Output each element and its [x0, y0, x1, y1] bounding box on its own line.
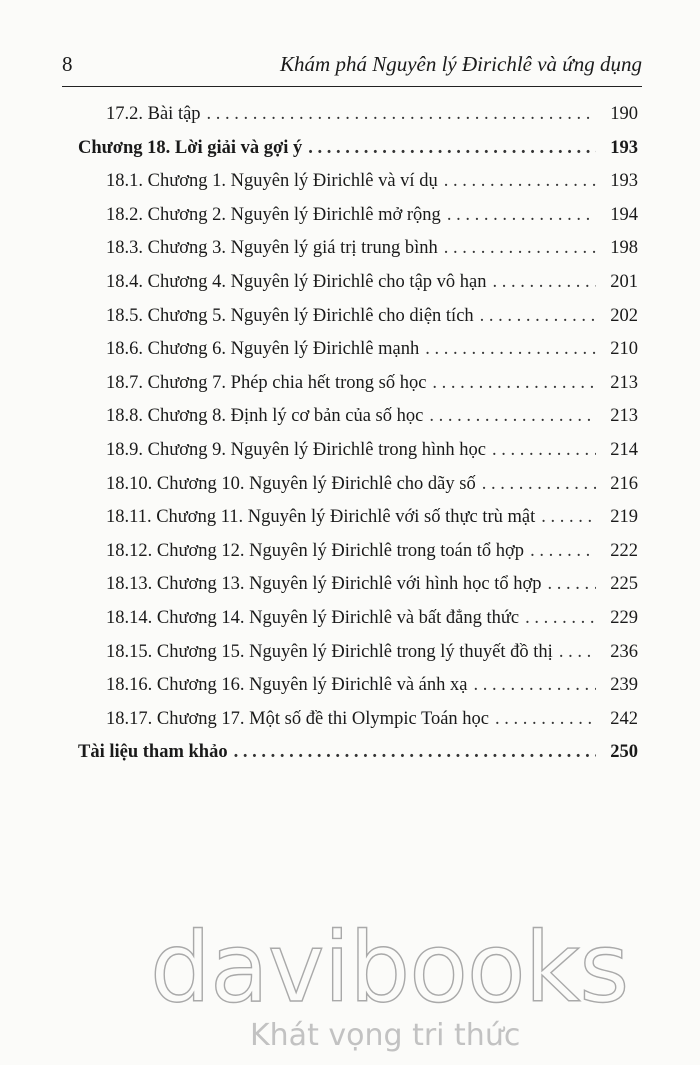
- toc-entry-label: 18.11. Chương 11. Nguyên lý Đirichlê với số thực trù mật: [106, 507, 536, 528]
- toc-entry-page: 214: [610, 439, 638, 460]
- dot-leader: [425, 333, 596, 367]
- toc-entry-page: 202: [610, 305, 638, 326]
- dot-leader: [429, 400, 596, 434]
- toc-entry-page: 193: [610, 137, 638, 158]
- toc-entry-label: 18.14. Chương 14. Nguyên lý Đirichlê và bất đẳng thức: [106, 607, 520, 628]
- dot-leader: [482, 468, 596, 502]
- dot-leader: [447, 199, 596, 233]
- toc-entry-label: 18.12. Chương 12. Nguyên lý Đirichlê trong toán tổ hợp: [106, 540, 525, 561]
- toc-entry-label: 18.4. Chương 4. Nguyên lý Đirichlê cho tập vô hạn: [106, 271, 487, 292]
- running-title: Khám phá Nguyên lý Đirichlê và ứng dụng: [280, 52, 642, 76]
- toc-entry-page: 242: [610, 708, 638, 729]
- toc-entry-page: 239: [610, 675, 638, 696]
- toc-entry-label: 17.2. Bài tập: [106, 104, 201, 124]
- toc-section-entry: [78, 669, 638, 703]
- toc-section-entry: [78, 333, 638, 367]
- toc-entry-label: Tài liệu tham khảo: [78, 742, 228, 763]
- toc-entry-page: 225: [610, 574, 638, 595]
- toc-entry-label: 18.13. Chương 13. Nguyên lý Đirichlê với hình học tổ hợp: [106, 574, 542, 595]
- dot-leader: [308, 132, 596, 166]
- toc-entry-page: 236: [610, 641, 638, 662]
- dot-leader: [548, 568, 596, 602]
- toc-entry-label: 18.3. Chương 3. Nguyên lý giá trị trung bình: [106, 238, 438, 259]
- watermark-brand: davibooks: [150, 912, 629, 1024]
- toc-entry-page: 216: [610, 473, 638, 494]
- dot-leader: [525, 602, 596, 636]
- toc-entry-label: 18.6. Chương 6. Nguyên lý Đirichlê mạnh: [106, 339, 420, 360]
- toc-entry-page: 201: [610, 271, 638, 292]
- toc-entry-label: 18.2. Chương 2. Nguyên lý Đirichlê mở rộng: [106, 204, 441, 225]
- toc-section-entry: [78, 434, 638, 468]
- watermark: [150, 912, 629, 1053]
- toc-chapter-entry: [78, 132, 638, 166]
- dot-leader: [444, 165, 596, 199]
- toc-section-entry: [78, 300, 638, 334]
- dot-leader: [444, 232, 596, 266]
- dot-leader: [492, 434, 596, 468]
- toc-entry-label: Chương 18. Lời giải và gợi ý: [78, 137, 303, 158]
- toc-entry-label: 18.1. Chương 1. Nguyên lý Đirichlê và ví dụ: [106, 171, 438, 192]
- toc-entry-page: 213: [610, 406, 638, 427]
- toc-entry-label: 18.5. Chương 5. Nguyên lý Đirichlê cho diện tích: [106, 305, 474, 326]
- dot-leader: [530, 535, 596, 569]
- toc-section-entry: [78, 266, 638, 300]
- toc-section-entry: [78, 602, 638, 636]
- page-number: 8: [62, 52, 73, 76]
- toc-section-entry: [78, 636, 638, 670]
- dot-leader: [493, 266, 597, 300]
- toc-entry-label: 18.9. Chương 9. Nguyên lý Đirichlê trong hình học: [106, 439, 486, 460]
- toc-entry-page: 190: [610, 104, 638, 124]
- dot-leader: [473, 669, 596, 703]
- toc-entry-label: 18.8. Chương 8. Định lý cơ bản của số học: [106, 406, 424, 427]
- watermark-slogan: Khát vọng tri thức: [250, 1018, 521, 1053]
- toc-entry-page: 213: [610, 372, 638, 393]
- toc-entry-page: 250: [610, 742, 638, 763]
- toc-section-entry: [78, 400, 638, 434]
- toc-entry-page: 210: [610, 339, 638, 360]
- dot-leader: [559, 636, 596, 670]
- toc-section-entry: [78, 199, 638, 233]
- toc-section-entry: [78, 98, 638, 132]
- toc-section-entry: [78, 468, 638, 502]
- toc-section-entry: [78, 232, 638, 266]
- dot-leader: [234, 736, 596, 770]
- table-of-contents: [78, 98, 638, 770]
- toc-section-entry: [78, 535, 638, 569]
- toc-section-entry: [78, 165, 638, 199]
- toc-entry-page: 219: [610, 507, 638, 528]
- page-header: [62, 52, 642, 77]
- toc-entry-page: 194: [610, 204, 638, 225]
- toc-entry-label: 18.7. Chương 7. Phép chia hết trong số học: [106, 372, 427, 393]
- toc-entry-page: 229: [610, 607, 638, 628]
- toc-entry-label: 18.17. Chương 17. Một số đề thi Olympic Toán học: [106, 708, 490, 729]
- dot-leader: [480, 300, 596, 334]
- toc-entry-page: 222: [610, 540, 638, 561]
- toc-section-entry: [78, 703, 638, 737]
- toc-section-entry: [78, 367, 638, 401]
- dot-leader: [432, 367, 596, 401]
- toc-entry-page: 193: [610, 171, 638, 192]
- toc-section-entry: [78, 501, 638, 535]
- dot-leader: [207, 98, 596, 132]
- toc-entry-label: 18.10. Chương 10. Nguyên lý Đirichlê cho dãy số: [106, 473, 476, 494]
- toc-entry-label: 18.15. Chương 15. Nguyên lý Đirichlê trong lý thuyết đồ thị: [106, 641, 553, 662]
- toc-chapter-entry: [78, 736, 638, 770]
- dot-leader: [541, 501, 596, 535]
- toc-entry-label: 18.16. Chương 16. Nguyên lý Đirichlê và ánh xạ: [106, 675, 468, 696]
- toc-section-entry: [78, 568, 638, 602]
- header-rule: [62, 86, 642, 87]
- dot-leader: [495, 703, 596, 737]
- toc-entry-page: 198: [610, 238, 638, 259]
